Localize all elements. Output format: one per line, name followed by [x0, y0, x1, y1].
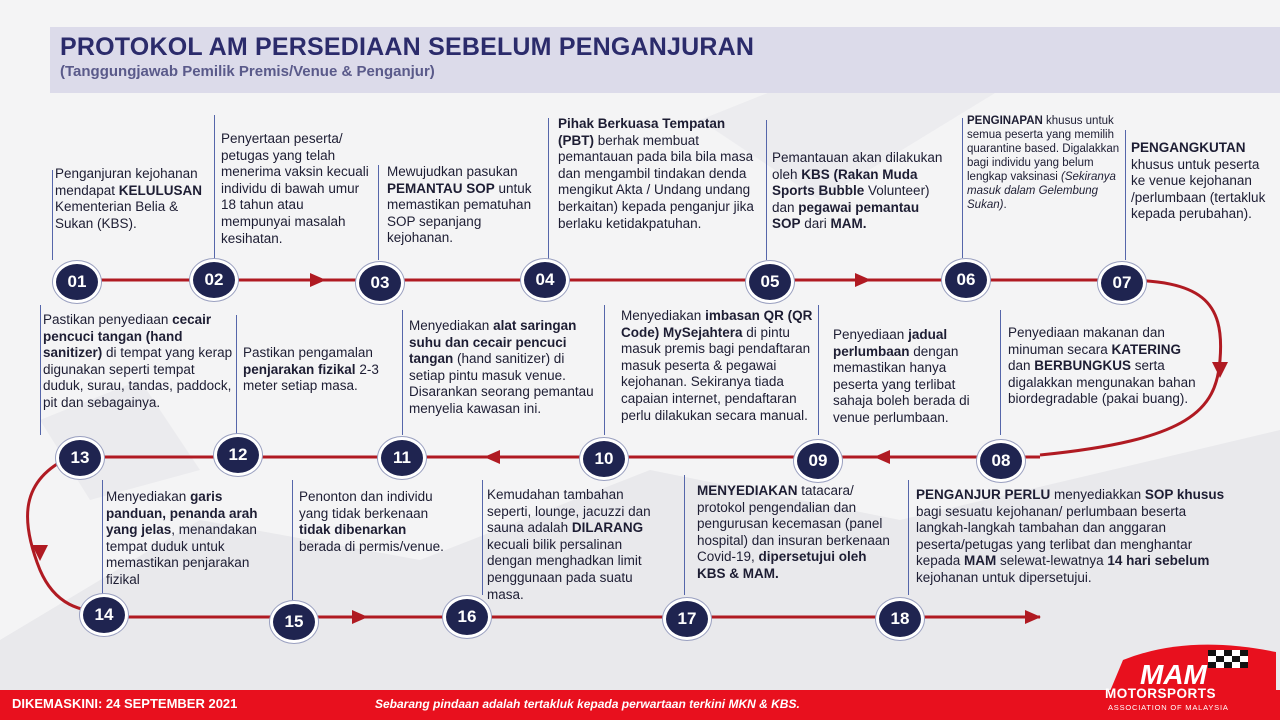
step-node-03: 03 — [356, 262, 404, 304]
step-text-03: Mewujudkan pasukan PEMANTAU SOP untuk memastikan pematuhan SOP sepanjang kejohanan. — [387, 164, 532, 246]
step-text-15: Penonton dan individu yang tidak berkenaan tidak dibenarkan berada di permis/venue. — [299, 489, 444, 554]
step-node-08: 08 — [977, 440, 1025, 482]
step-text-07: PENGANGKUTAN khusus untuk peserta ke venue kejohanan /perlumbaan (tertakluk kepada perubahan). — [1131, 140, 1266, 222]
step-text-10: Menyediakan imbasan QR (QR Code) MySejahtera di pintu masuk premis bagi pendaftaran masuk peserta & pegawai kejohanan. Sekiranya tiada capaian internet, pendaftaran perlu dilakukan secara manual. — [621, 308, 813, 423]
connector-line — [908, 480, 909, 595]
connector-line — [236, 315, 237, 435]
connector-line — [548, 118, 549, 260]
connector-line — [214, 115, 215, 260]
connector-line — [1000, 310, 1001, 435]
step-node-01: 01 — [53, 261, 101, 303]
connector-line — [292, 480, 293, 600]
page-title: PROTOKOL AM PERSEDIAAN SEBELUM PENGANJURAN — [60, 33, 755, 61]
step-text-11: Menyediakan alat saringan suhu dan cecair pencuci tangan (hand sanitizer) di setiap pintu masuk venue. Disarankan seorang pemantau menyelia kawasan ini. — [409, 318, 594, 416]
step-node-05: 05 — [746, 261, 794, 303]
step-node-07: 07 — [1098, 262, 1146, 304]
step-node-18: 18 — [876, 598, 924, 640]
connector-line — [40, 305, 41, 435]
connector-line — [1125, 130, 1126, 260]
step-node-15: 15 — [270, 601, 318, 643]
step-node-13: 13 — [56, 437, 104, 479]
connector-line — [604, 305, 605, 435]
connector-line — [402, 310, 403, 435]
connector-line — [102, 480, 103, 595]
step-node-12: 12 — [214, 434, 262, 476]
step-text-14: Menyediakan garis panduan, penanda arah yang jelas, menandakan tempat duduk untuk memastikan penjarakan fizikal — [106, 489, 258, 587]
connector-line — [482, 480, 483, 595]
step-node-06: 06 — [942, 259, 990, 301]
page-subtitle: (Tanggungjawab Pemilik Premis/Venue & Penganjur) — [60, 63, 435, 80]
logo-subtitle: ASSOCIATION OF MALAYSIA — [1108, 703, 1229, 712]
connector-line — [818, 305, 819, 435]
connector-line — [766, 120, 767, 260]
step-text-06: PENGINAPAN khusus untuk semua peserta yang memilih quarantine based. Digalakkan bagi individu yang belum lengkap vaksinasi (Sekiranya masuk dalam Gelembung Sukan). — [967, 115, 1120, 211]
checkered-flag-icon — [1208, 650, 1248, 668]
step-text-17: MENYEDIAKAN tatacara/ protokol pengendalian dan pengurusan kecemasan (panel hospital) dan insuran berkenaan Covid-19, dipersetujui oleh KBS & MAM. — [697, 483, 890, 581]
step-text-16: Kemudahan tambahan seperti, lounge, jacuzzi dan sauna adalah DILARANG kecuali bilik persalinan dengan menghadkan limit penggunaan pada suatu masa. — [487, 487, 651, 602]
step-text-13: Pastikan penyediaan cecair pencuci tangan (hand sanitizer) di tempat yang kerap digunakan seperti tempat duduk, surau, tandas, paddock, pit dan sebagainya. — [43, 312, 233, 410]
step-node-17: 17 — [663, 598, 711, 640]
logo-name: MOTORSPORTS — [1105, 686, 1217, 701]
step-node-02: 02 — [190, 259, 238, 301]
step-node-04: 04 — [521, 259, 569, 301]
step-node-14: 14 — [80, 594, 128, 636]
connector-line — [962, 118, 963, 258]
step-node-16: 16 — [443, 596, 491, 638]
step-text-18: PENGANJUR PERLU menyediakkan SOP khusus bagi sesuatu kejohanan/ perlumbaan beserta langkah-langkah tambahan dan anggaran peserta/petugas yang terlibat dan menghantar kepada MAM selewat-lewatnya 14 hari sebelum kejohanan untuk dipersetujui. — [916, 487, 1225, 585]
footer-disclaimer: Sebarang pindaan adalah tertakluk kepada perwartaan terkini MKN & KBS. — [375, 697, 800, 711]
updated-date: DIKEMASKINI: 24 SEPTEMBER 2021 — [12, 696, 238, 711]
step-text-04: Pihak Berkuasa Tempatan (PBT) berhak membuat pemantauan pada bila bila masa dan mengambil tindakan denda mengikut Akta / Undang undang berkaitan) kepada penganjur jika berlaku ketidakpatuhan. — [558, 116, 754, 231]
step-node-10: 10 — [580, 438, 628, 480]
step-node-11: 11 — [378, 437, 426, 479]
step-text-09: Penyediaan jadual perlumbaan dengan memastikan hanya peserta yang terlibat sahaja boleh berada di venue perlumbaan. — [833, 327, 970, 425]
connector-line — [378, 165, 379, 260]
step-text-01: Penganjuran kejohanan mendapat KELULUSAN Kementerian Belia & Sukan (KBS). — [55, 166, 203, 231]
connector-line — [684, 475, 685, 595]
step-text-02: Penyertaan peserta/ petugas yang telah menerima vaksin kecuali individu di bawah umur 18 tahun atau mempunyai masalah kesihatan. — [221, 131, 369, 246]
step-node-09: 09 — [794, 440, 842, 482]
connector-line — [52, 170, 53, 260]
step-text-12: Pastikan pengamalan penjarakan fizikal 2-3 meter setiap masa. — [243, 345, 379, 394]
logo-mark: MAM — [1140, 659, 1207, 690]
step-text-08: Penyediaan makanan dan minuman secara KATERING dan BERBUNGKUS serta digalakkan mengunakan bahan biordegradable (pakai buang). — [1008, 325, 1196, 407]
step-text-05: Pemantauan akan dilakukan oleh KBS (Rakan Muda Sports Bubble Volunteer) dan pegawai pemantau SOP dari MAM. — [772, 150, 943, 232]
